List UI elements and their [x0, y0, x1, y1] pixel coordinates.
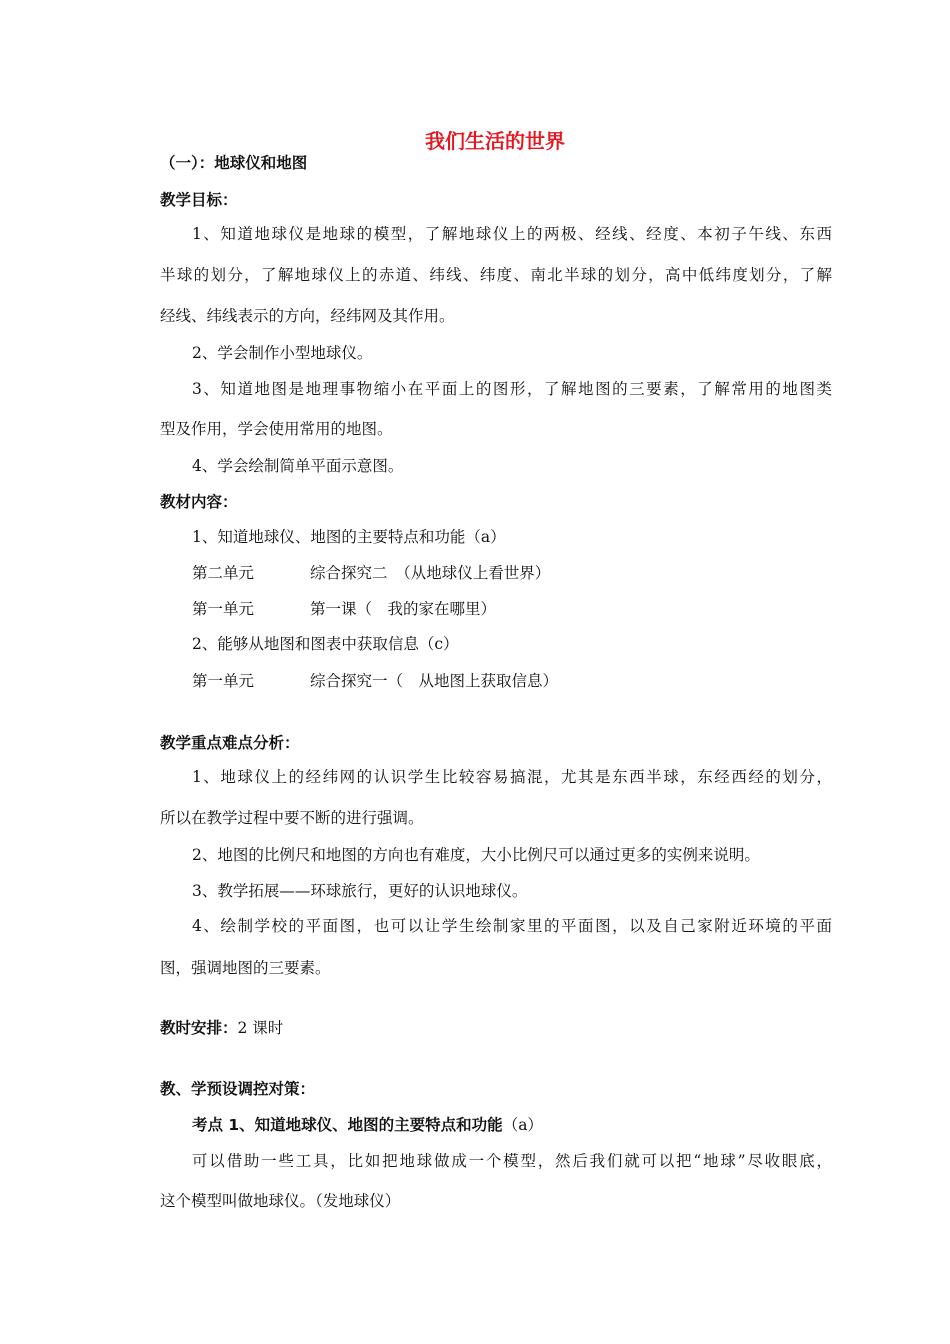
goal-1-line-3: 经线、纬线表示的方向，经纬网及其作用。: [160, 307, 455, 325]
key-3: 3、教学拓展——环球旅行，更好的认识地球仪。: [192, 882, 528, 900]
schedule-label: 教时安排：: [160, 1019, 238, 1037]
content-2a-text: 综合探究一（ 从地图上获取信息）: [310, 672, 559, 690]
goal-1-line-2: 半球的划分，了解地球仪上的赤道、纬线、纬度、南北半球的划分，高中低纬度划分，了解: [160, 266, 832, 284]
point-1-line: [192, 1115, 543, 1135]
goal-4: 4、学会绘制简单平面示意图。: [192, 457, 404, 475]
strategy-heading: 教、学预设调控对策：: [160, 1080, 316, 1098]
key-1-line-2: 所以在教学过程中要不断的进行强调。: [160, 809, 424, 827]
key-4-line-2: 图，强调地图的三要素。: [160, 959, 331, 977]
schedule-line: [160, 1018, 283, 1038]
goal-3-line-2: 型及作用，学会使用常用的地图。: [160, 420, 393, 438]
content-item-1: 1、知道地球仪、地图的主要特点和功能（a）: [192, 528, 506, 546]
key-points-heading: 教学重点难点分析：: [160, 734, 300, 752]
content-heading: 教材内容：: [160, 493, 238, 511]
goal-1-line-1: 1、知道地球仪是地球的模型，了解地球仪上的两极、经线、经度、本初子午线、东西: [192, 225, 832, 243]
point-1-level: （a）: [502, 1116, 543, 1134]
content-1b-text: 第一课（ 我的家在哪里）: [310, 600, 497, 618]
key-1-line-1: 1、地球仪上的经纬网的认识学生比较容易搞混，尤其是东西半球，东经西经的划分，: [192, 768, 832, 786]
content-item-2: 2、能够从地图和图表中获取信息（c）: [192, 635, 459, 653]
schedule-value: 2 课时: [237, 1019, 284, 1037]
section-heading: （一）：地球仪和地图: [160, 154, 308, 172]
goal-3-line-1: 3、知道地图是地理事物缩小在平面上的图形，了解地图的三要素，了解常用的地图类: [192, 380, 832, 398]
document-title: 我们生活的世界: [425, 129, 565, 153]
content-2a-unit: 第一单元: [192, 672, 255, 690]
goals-heading: 教学目标：: [160, 191, 238, 209]
paragraph-line-2: 这个模型叫做地球仪。（发地球仪）: [160, 1192, 401, 1210]
content-1b-unit: 第一单元: [192, 600, 255, 618]
goal-2: 2、学会制作小型地球仪。: [192, 344, 373, 362]
key-2: 2、地图的比例尺和地图的方向也有难度，大小比例尺可以通过更多的实例来说明。: [192, 846, 760, 864]
key-4-line-1: 4、绘制学校的平面图，也可以让学生绘制家里的平面图，以及自己家附近环境的平面: [192, 917, 832, 935]
content-1a-unit: 第二单元: [192, 564, 255, 582]
content-1a-text: 综合探究二 （从地球仪上看世界）: [310, 564, 551, 582]
paragraph-line-1: 可以借助一些工具，比如把地球做成一个模型，然后我们就可以把“地球”尽收眼底，: [192, 1152, 832, 1170]
point-1-title: 考点 1、知道地球仪、地图的主要特点和功能: [192, 1116, 503, 1134]
